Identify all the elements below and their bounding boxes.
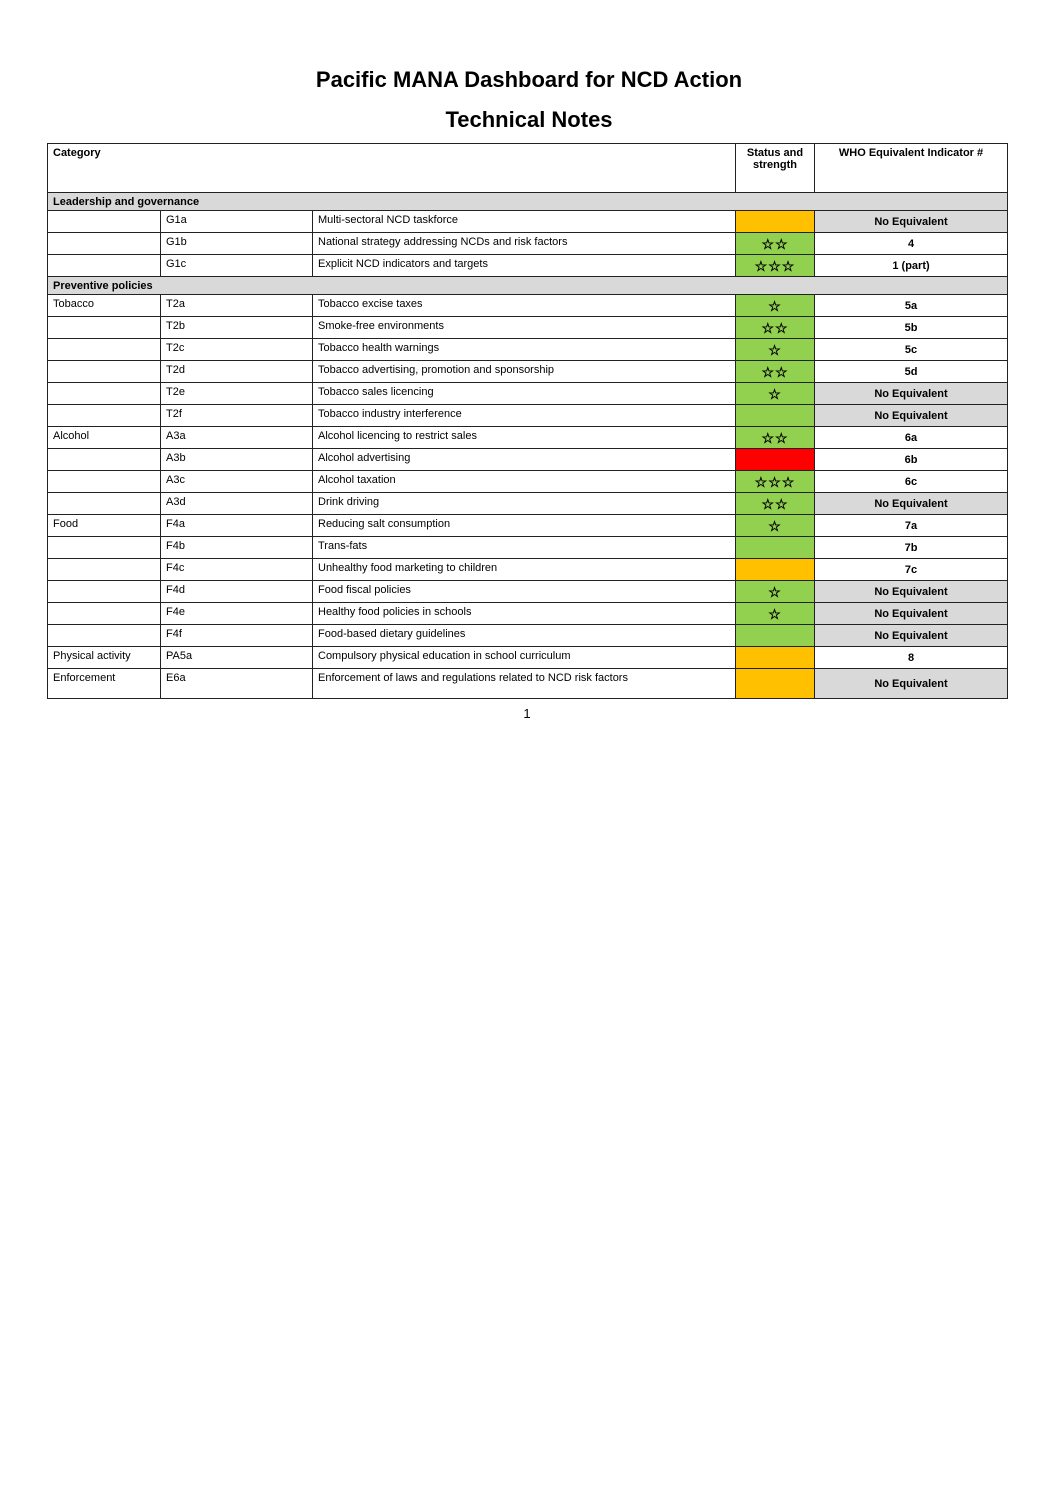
description-cell: Smoke-free environments: [313, 317, 736, 339]
code-cell: F4b: [161, 537, 313, 559]
description-cell: Enforcement of laws and regulations related to NCD risk factors: [313, 669, 736, 699]
description-cell: Tobacco industry interference: [313, 405, 736, 427]
section-header-label: Leadership and governance: [48, 193, 1008, 211]
category-cell: Physical activity: [48, 647, 161, 669]
description-cell: Food-based dietary guidelines: [313, 625, 736, 647]
code-cell: F4d: [161, 581, 313, 603]
table-row: [48, 449, 1008, 471]
description-cell: Compulsory physical education in school curriculum: [313, 647, 736, 669]
who-cell: No Equivalent: [815, 493, 1008, 515]
table-row: [48, 493, 1008, 515]
section-header-row: [48, 277, 1008, 295]
description-cell: Reducing salt consumption: [313, 515, 736, 537]
table-row: [48, 559, 1008, 581]
code-cell: PA5a: [161, 647, 313, 669]
who-cell: No Equivalent: [815, 669, 1008, 699]
status-cell: ☆☆: [736, 427, 815, 449]
description-cell: Tobacco advertising, promotion and sponsorship: [313, 361, 736, 383]
category-cell: Food: [48, 515, 161, 537]
status-cell: ☆: [736, 603, 815, 625]
table-row: [48, 581, 1008, 603]
column-header-status: Status and strength: [736, 144, 815, 193]
category-cell: [48, 537, 161, 559]
table-row: [48, 233, 1008, 255]
page-number: 1: [523, 706, 531, 721]
table-row: [48, 427, 1008, 449]
code-cell: F4e: [161, 603, 313, 625]
code-cell: T2d: [161, 361, 313, 383]
category-cell: [48, 255, 161, 277]
who-cell: No Equivalent: [815, 581, 1008, 603]
code-cell: G1b: [161, 233, 313, 255]
table-row: [48, 537, 1008, 559]
category-cell: [48, 559, 161, 581]
category-cell: [48, 625, 161, 647]
who-cell: 5c: [815, 339, 1008, 361]
column-header-category: Category: [48, 144, 736, 193]
table-row: [48, 647, 1008, 669]
code-cell: T2e: [161, 383, 313, 405]
description-cell: Alcohol advertising: [313, 449, 736, 471]
status-cell: ☆: [736, 515, 815, 537]
code-cell: T2c: [161, 339, 313, 361]
table-row: [48, 669, 1008, 699]
code-cell: A3c: [161, 471, 313, 493]
who-cell: 5b: [815, 317, 1008, 339]
table-row: [48, 383, 1008, 405]
category-cell: [48, 471, 161, 493]
table-row: [48, 405, 1008, 427]
table-row: [48, 295, 1008, 317]
category-cell: [48, 603, 161, 625]
table-row: [48, 625, 1008, 647]
status-cell: [736, 211, 815, 233]
code-cell: F4f: [161, 625, 313, 647]
table-row: [48, 361, 1008, 383]
status-cell: ☆: [736, 295, 815, 317]
status-cell: ☆☆: [736, 317, 815, 339]
code-cell: A3b: [161, 449, 313, 471]
category-cell: Enforcement: [48, 669, 161, 699]
status-cell: [736, 625, 815, 647]
who-cell: 6c: [815, 471, 1008, 493]
description-cell: Healthy food policies in schools: [313, 603, 736, 625]
page-title: Pacific MANA Dashboard for NCD Action: [315, 67, 743, 92]
description-cell: Explicit NCD indicators and targets: [313, 255, 736, 277]
table-row: [48, 211, 1008, 233]
category-cell: [48, 339, 161, 361]
category-cell: [48, 361, 161, 383]
description-cell: Tobacco health warnings: [313, 339, 736, 361]
status-cell: [736, 449, 815, 471]
code-cell: G1a: [161, 211, 313, 233]
who-cell: 8: [815, 647, 1008, 669]
table-row: [48, 471, 1008, 493]
status-cell: [736, 647, 815, 669]
description-cell: Food fiscal policies: [313, 581, 736, 603]
code-cell: T2a: [161, 295, 313, 317]
section-header-row: [48, 193, 1008, 211]
table-body: [48, 193, 1008, 699]
description-cell: Unhealthy food marketing to children: [313, 559, 736, 581]
category-cell: [48, 581, 161, 603]
table-row: [48, 339, 1008, 361]
description-cell: Tobacco sales licencing: [313, 383, 736, 405]
section-header-label: Preventive policies: [48, 277, 1008, 295]
table-row: [48, 515, 1008, 537]
who-cell: 5a: [815, 295, 1008, 317]
category-cell: [48, 211, 161, 233]
status-cell: ☆: [736, 383, 815, 405]
code-cell: G1c: [161, 255, 313, 277]
who-cell: 5d: [815, 361, 1008, 383]
status-cell: ☆☆: [736, 361, 815, 383]
category-cell: [48, 405, 161, 427]
code-cell: T2f: [161, 405, 313, 427]
code-cell: A3d: [161, 493, 313, 515]
status-cell: ☆☆☆: [736, 255, 815, 277]
status-cell: [736, 405, 815, 427]
technical-notes-table: [47, 143, 1008, 699]
description-cell: Trans-fats: [313, 537, 736, 559]
status-cell: [736, 559, 815, 581]
status-cell: [736, 537, 815, 559]
status-cell: ☆: [736, 581, 815, 603]
description-cell: Alcohol licencing to restrict sales: [313, 427, 736, 449]
who-cell: 7c: [815, 559, 1008, 581]
category-cell: [48, 449, 161, 471]
status-cell: ☆☆: [736, 493, 815, 515]
category-cell: [48, 493, 161, 515]
who-cell: No Equivalent: [815, 405, 1008, 427]
code-cell: T2b: [161, 317, 313, 339]
category-cell: Tobacco: [48, 295, 161, 317]
code-cell: A3a: [161, 427, 313, 449]
code-cell: F4c: [161, 559, 313, 581]
table-header-row: [48, 144, 1008, 193]
who-cell: No Equivalent: [815, 603, 1008, 625]
code-cell: F4a: [161, 515, 313, 537]
who-cell: 7b: [815, 537, 1008, 559]
who-cell: No Equivalent: [815, 383, 1008, 405]
who-cell: 4: [815, 233, 1008, 255]
category-cell: [48, 233, 161, 255]
status-cell: ☆☆: [736, 233, 815, 255]
who-cell: 7a: [815, 515, 1008, 537]
column-header-who: WHO Equivalent Indicator #: [815, 144, 1008, 193]
table-row: [48, 603, 1008, 625]
who-cell: No Equivalent: [815, 625, 1008, 647]
status-cell: ☆☆☆: [736, 471, 815, 493]
who-cell: No Equivalent: [815, 211, 1008, 233]
who-cell: 6b: [815, 449, 1008, 471]
category-cell: [48, 383, 161, 405]
description-cell: Tobacco excise taxes: [313, 295, 736, 317]
description-cell: Alcohol taxation: [313, 471, 736, 493]
description-cell: Drink driving: [313, 493, 736, 515]
status-cell: [736, 669, 815, 699]
page-subtitle: Technical Notes: [445, 107, 613, 132]
category-cell: Alcohol: [48, 427, 161, 449]
who-cell: 1 (part): [815, 255, 1008, 277]
table-row: [48, 317, 1008, 339]
description-cell: Multi-sectoral NCD taskforce: [313, 211, 736, 233]
table-row: [48, 255, 1008, 277]
code-cell: E6a: [161, 669, 313, 699]
who-cell: 6a: [815, 427, 1008, 449]
status-cell: ☆: [736, 339, 815, 361]
category-cell: [48, 317, 161, 339]
description-cell: National strategy addressing NCDs and risk factors: [313, 233, 736, 255]
